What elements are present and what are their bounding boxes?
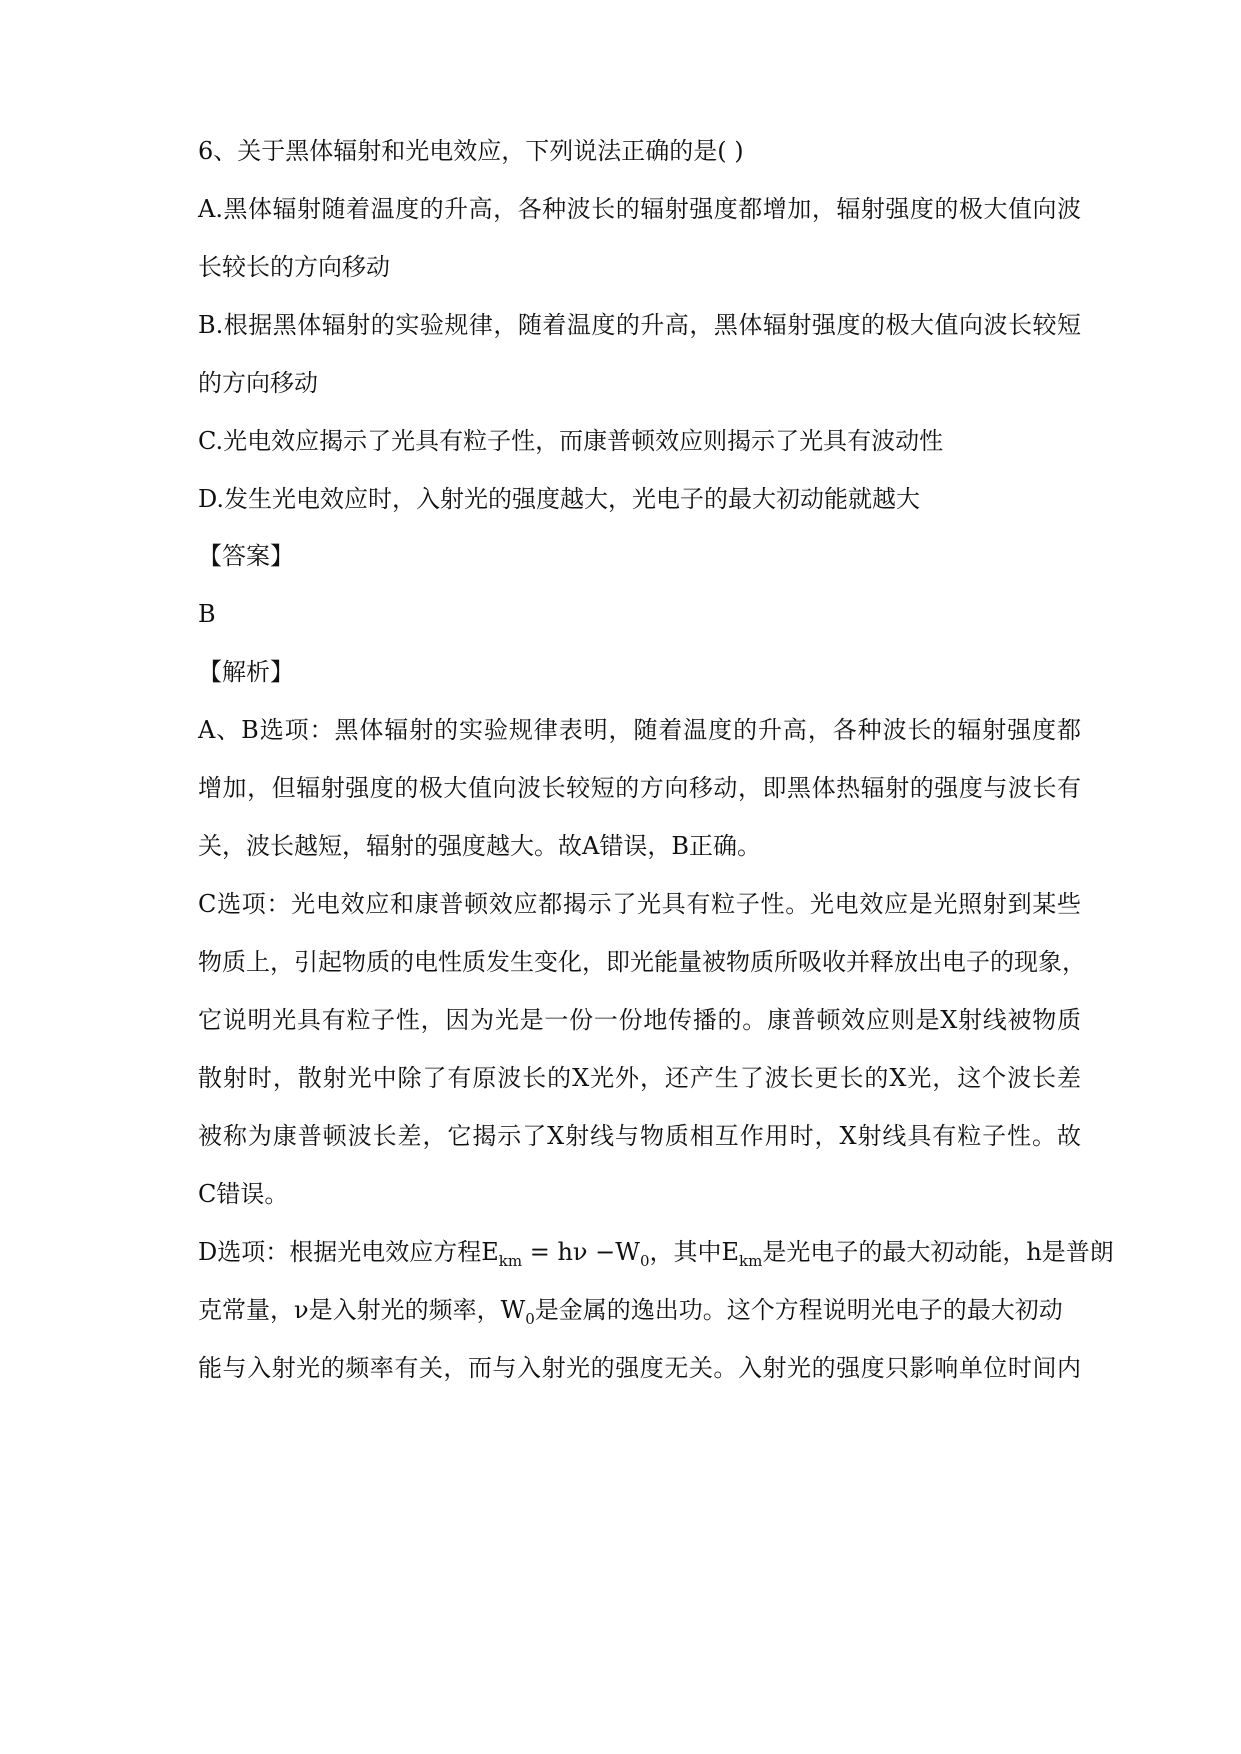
ekm-subscript: km xyxy=(739,1252,763,1270)
analysis-ab-line-1: A、B选项：黑体辐射的实验规律表明，随着温度的升高，各种波长的辐射强度都 xyxy=(198,716,1081,744)
analysis-d-where: ，其中 xyxy=(649,1238,722,1266)
equation-e-subscript: km xyxy=(498,1252,523,1270)
option-b-line-1: B.根据黑体辐射的实验规律，随着温度的升高，黑体辐射强度的极大值向波长较短 xyxy=(198,311,1081,339)
equation-w-subscript: 0 xyxy=(639,1252,650,1270)
analysis-c-line-4: 散射时，散射光中除了有原波长的X光外，还产生了波长更长的X光，这个波长差 xyxy=(198,1064,1081,1092)
option-b-line-2: 的方向移动 xyxy=(198,369,318,397)
analysis-ab-line-3: 关，波长越短，辐射的强度越大。故A错误，B正确。 xyxy=(198,832,761,860)
option-a-line-2: 长较长的方向移动 xyxy=(198,253,390,281)
analysis-c-line-6: C错误。 xyxy=(198,1180,289,1208)
analysis-c-line-5: 被称为康普顿波长差，它揭示了X射线与物质相互作用时，X射线具有粒子性。故 xyxy=(198,1122,1081,1150)
analysis-d-line-1-tail: 是光电子的最大初动能，h是普朗 xyxy=(762,1238,1114,1266)
analysis-ab-line-2: 增加，但辐射强度的极大值向波长较短的方向移动，即黑体热辐射的强度与波长有 xyxy=(198,774,1081,802)
answer-heading: 【答案】 xyxy=(198,542,294,570)
analysis-d-line-1 xyxy=(198,1237,1114,1270)
equation-e-symbol: E xyxy=(481,1238,499,1266)
analysis-d-line-2-tail: 是金属的逸出功。这个方程说明光电子的最大初动 xyxy=(534,1296,1063,1324)
analysis-c-line-1: C选项：光电效应和康普顿效应都揭示了光具有粒子性。光电效应是光照射到某些 xyxy=(198,890,1081,918)
equation-right-side: = hν −W xyxy=(522,1238,640,1266)
analysis-d-line-3: 能与入射光的频率有关，而与入射光的强度无关。入射光的强度只影响单位时间内 xyxy=(198,1354,1081,1382)
option-d: D.发生光电效应时，入射光的强度越大，光电子的最大初动能就越大 xyxy=(198,485,921,513)
ekm-symbol: E xyxy=(721,1238,740,1266)
analysis-c-line-3: 它说明光具有粒子性，因为光是一份一份地传播的。康普顿效应则是X射线被物质 xyxy=(198,1006,1081,1034)
photoelectric-equation xyxy=(481,1238,650,1270)
answer-value: B xyxy=(198,600,216,628)
analysis-c-line-2: 物质上，引起物质的电性质发生变化，即光能量被物质所吸收并释放出电子的现象， xyxy=(198,948,1086,976)
analysis-d-intro: D选项：根据光电效应方程 xyxy=(198,1238,482,1266)
w0-subscript: 0 xyxy=(525,1310,535,1328)
analysis-d-line-2 xyxy=(198,1295,1081,1328)
option-c: C.光电效应揭示了光具有粒子性，而康普顿效应则揭示了光具有波动性 xyxy=(198,427,944,455)
question-stem: 6、关于黑体辐射和光电效应，下列说法正确的是( ) xyxy=(198,137,744,165)
analysis-heading: 【解析】 xyxy=(198,658,294,686)
analysis-d-line-2-head: 克常量，ν是入射光的频率，W xyxy=(198,1296,526,1324)
option-a-line-1: A.黑体辐射随着温度的升高，各种波长的辐射强度都增加，辐射强度的极大值向波 xyxy=(198,195,1081,223)
